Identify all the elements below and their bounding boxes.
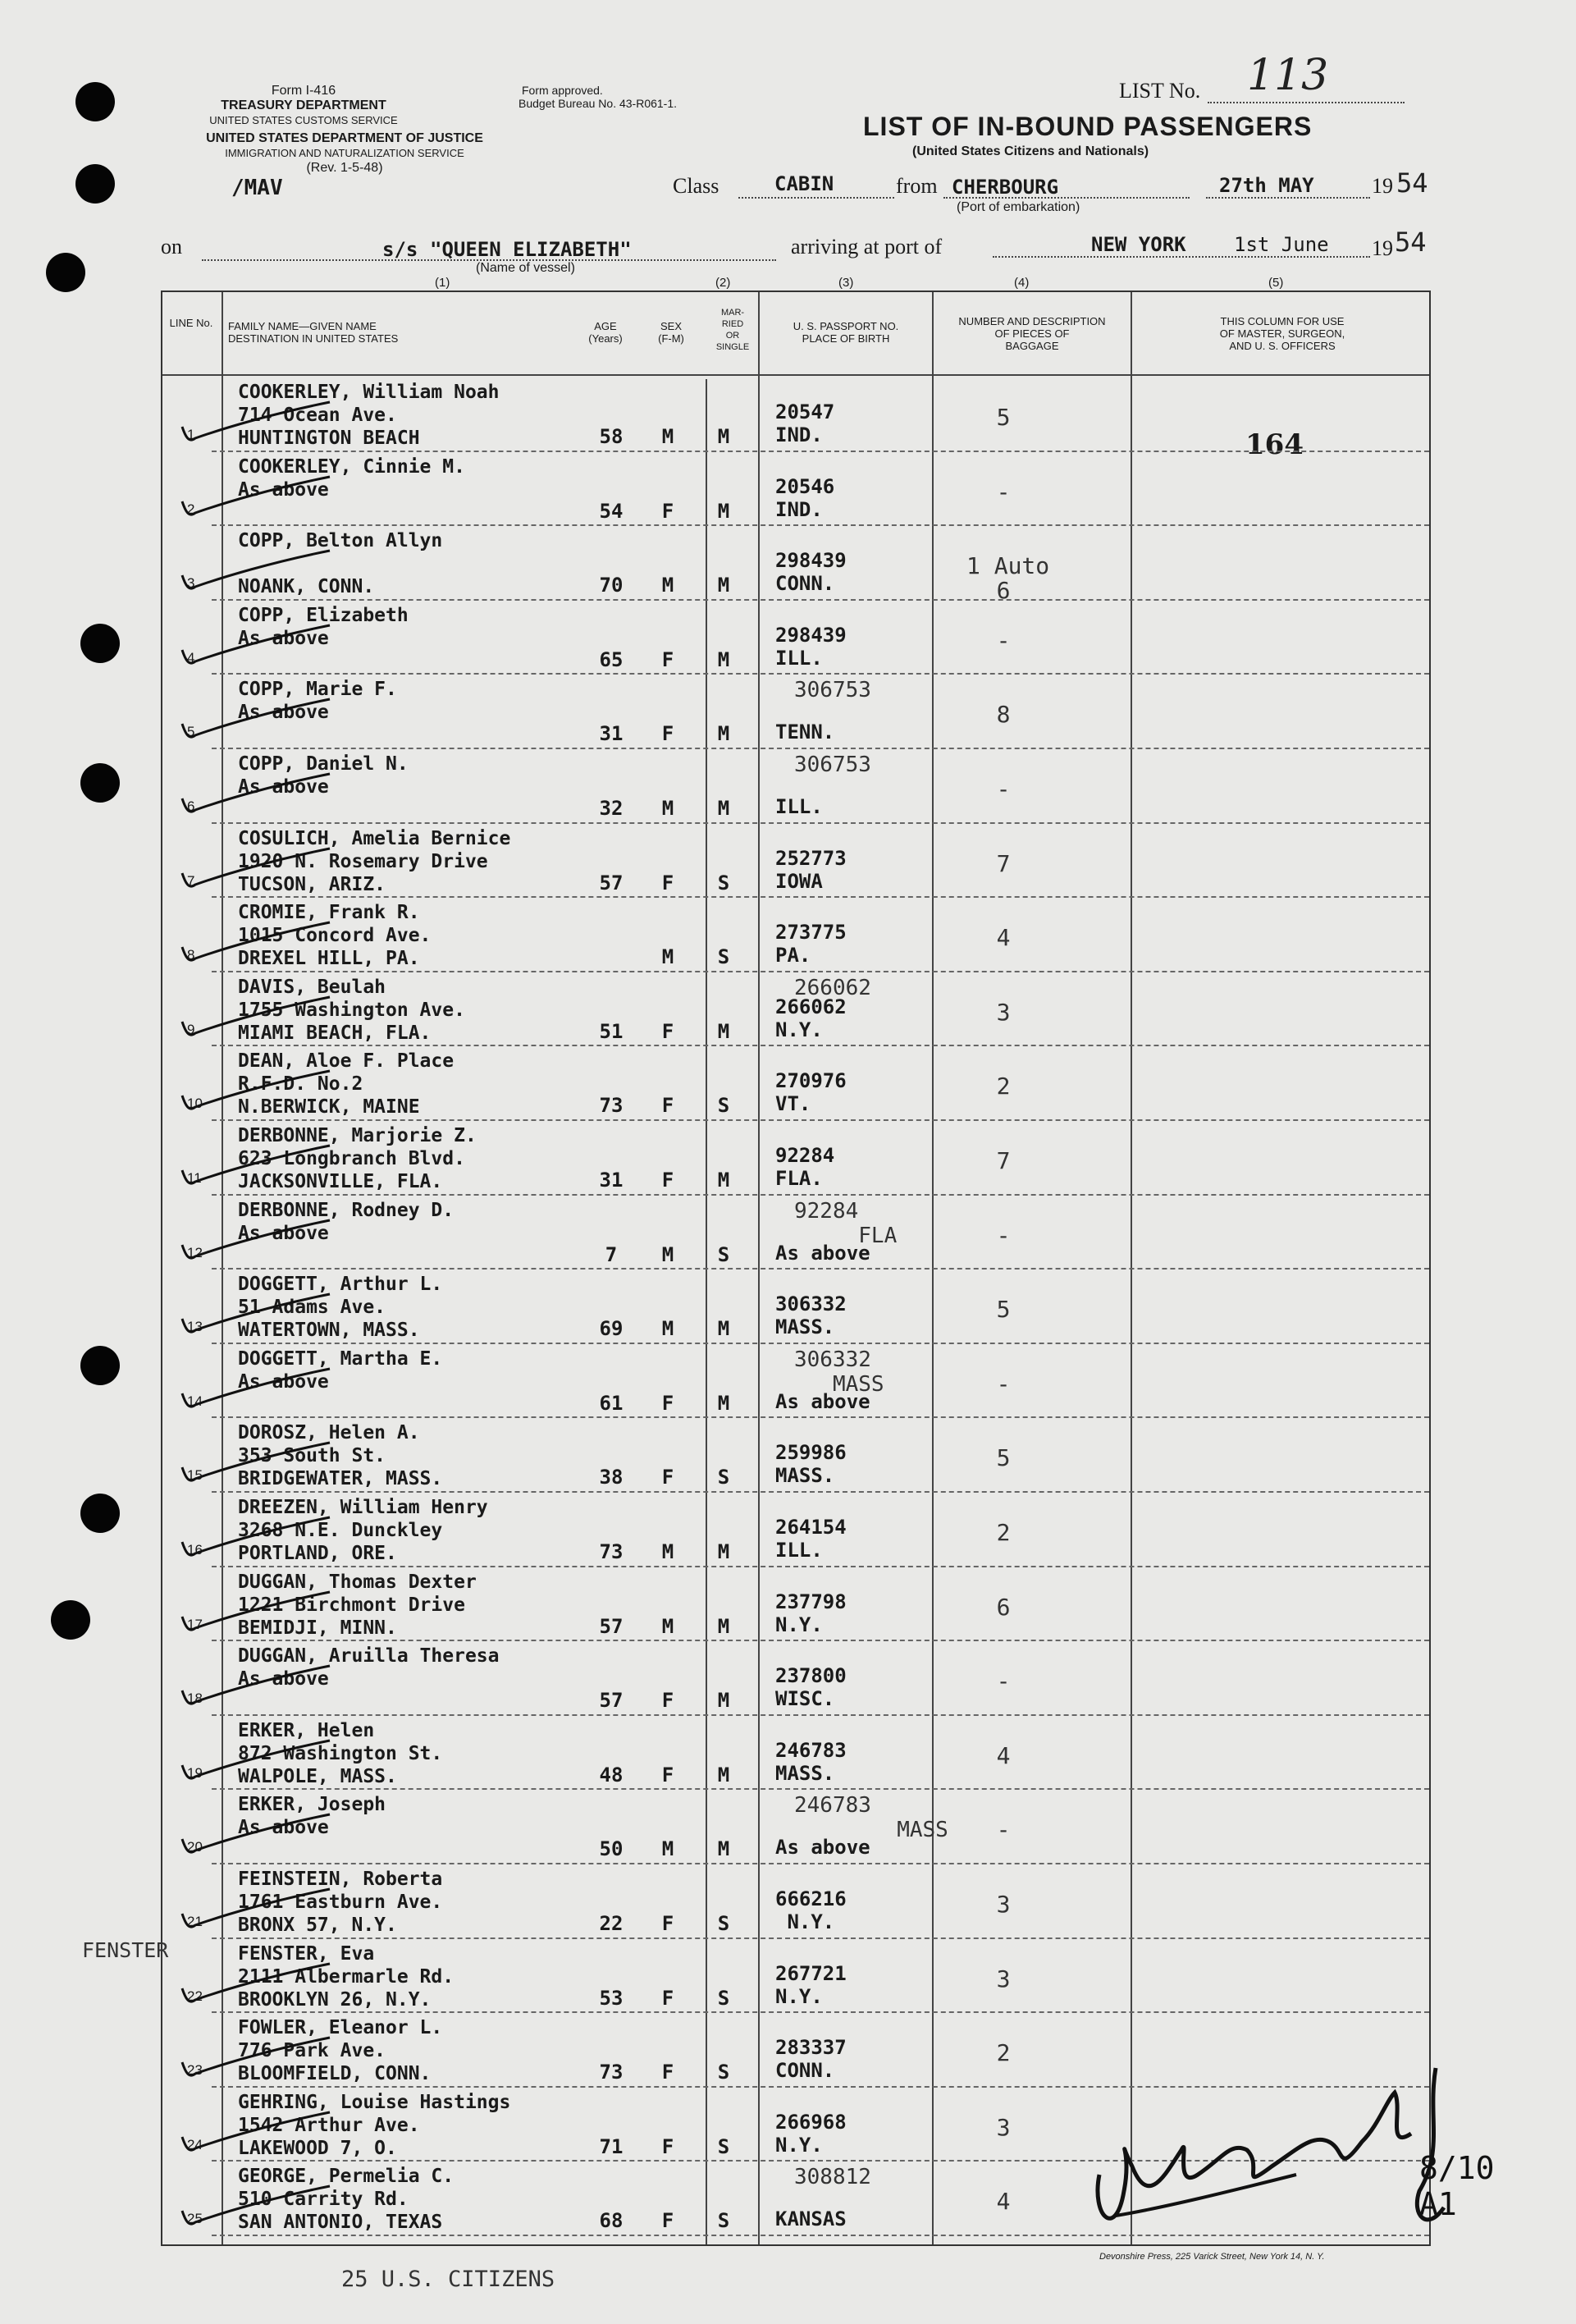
row-divider xyxy=(212,1194,1429,1196)
passenger-age: 57 xyxy=(599,1689,624,1713)
passenger-marital-status: S xyxy=(717,1466,730,1489)
binder-hole xyxy=(75,82,115,121)
doj-header xyxy=(156,131,533,176)
table-row xyxy=(162,1714,1432,1789)
from-label: from xyxy=(896,174,938,198)
row-divider xyxy=(212,1045,1429,1047)
passenger-age: 7 xyxy=(605,1242,618,1266)
approved-label: Form approved. xyxy=(522,84,603,97)
form-number: Form I-416 xyxy=(271,84,336,98)
passport-birthplace: 298439 ILL. xyxy=(775,623,847,670)
binder-hole xyxy=(80,624,120,663)
passenger-marital-status: S xyxy=(717,1242,730,1266)
printer-imprint: Devonshire Press, 225 Varick Street, New York 14, N. Y. xyxy=(1099,2252,1325,2262)
passport-birthplace: 264154 ILL. xyxy=(775,1516,847,1562)
passenger-age: 31 xyxy=(599,722,624,746)
passport-birthplace: 266062 N.Y. xyxy=(775,995,847,1041)
passenger-sex: F xyxy=(661,1391,674,1415)
passenger-age: 50 xyxy=(599,1837,624,1861)
table-row xyxy=(162,896,1432,971)
embarkation-note: (Port of embarkation) xyxy=(957,200,1080,214)
passport-handwritten: 266062 xyxy=(794,975,871,1000)
passenger-name-address: COOKERLEY, Cinnie M. As above xyxy=(238,455,465,501)
passenger-marital-status: M xyxy=(717,722,730,746)
document-title: LIST OF IN-BOUND PASSENGERS xyxy=(863,112,1313,141)
row-divider xyxy=(212,1119,1429,1122)
passenger-marital-status: S xyxy=(717,2134,730,2158)
passenger-marital-status: M xyxy=(717,1391,730,1415)
passenger-sex: M xyxy=(661,425,674,448)
table-row xyxy=(162,1937,1432,2012)
line-number: 1 xyxy=(187,427,195,442)
passenger-name-address: CROMIE, Frank R. 1015 Concord Ave. DREXEL HILL, PA. xyxy=(238,902,432,970)
passenger-age: 22 xyxy=(599,1912,624,1935)
passenger-marital-status: M xyxy=(717,574,730,597)
table-row xyxy=(162,1119,1432,1194)
row-divider xyxy=(212,971,1429,973)
passport-birthplace: As above xyxy=(775,1241,870,1265)
passenger-age: 71 xyxy=(599,2134,624,2158)
treasury-dept: TREASURY DEPARTMENT xyxy=(221,98,386,112)
passenger-age: 53 xyxy=(599,1986,624,2010)
table-row xyxy=(162,1863,1432,1937)
column-number: (1) xyxy=(435,276,450,290)
passenger-name-address: DOGGETT, Martha E. As above xyxy=(238,1347,443,1393)
passenger-name-address: COSULICH, Amelia Bernice 1920 N. Rosemary Drive TUCSON, ARIZ. xyxy=(238,827,511,895)
baggage-count: 1 Auto 6 xyxy=(966,552,1050,605)
passport-birthplace: 306332 MASS. xyxy=(775,1292,847,1339)
baggage-count: 3 xyxy=(996,2113,1011,2141)
passenger-age: 51 xyxy=(599,1019,624,1043)
col-header-officers: THIS COLUMN FOR USE OF MASTER, SURGEON, AND U. S. OFFICERS xyxy=(1219,315,1345,352)
passenger-marital-status: M xyxy=(717,1614,730,1638)
passport-birthplace: 266968 N.Y. xyxy=(775,2110,847,2157)
line-number: 13 xyxy=(187,1319,203,1335)
binder-hole xyxy=(51,1600,90,1640)
signature-initials: 8/10 A1 xyxy=(1419,2150,1495,2222)
table-row xyxy=(162,1268,1432,1343)
baggage-count: - xyxy=(996,1668,1011,1695)
list-no-label: LIST No. xyxy=(1119,79,1201,103)
list-no-value: 113 xyxy=(1247,51,1329,100)
binder-hole xyxy=(75,164,115,204)
passenger-age: 68 xyxy=(599,2209,624,2233)
passenger-name-address: DEAN, Aloe F. Place R.F.D. No.2 N.BERWICK, MAINE xyxy=(238,1050,455,1119)
binder-hole xyxy=(80,763,120,803)
row-divider xyxy=(212,896,1429,899)
row-divider xyxy=(212,451,1429,453)
line-number: 8 xyxy=(187,947,195,963)
passenger-marital-status: M xyxy=(717,1689,730,1713)
passport-birthplace: 666216 N.Y. xyxy=(775,1887,847,1933)
baggage-count: 4 xyxy=(996,924,1011,952)
passenger-sex: F xyxy=(661,499,674,523)
table-row xyxy=(162,376,1432,451)
passenger-sex: M xyxy=(661,1540,674,1563)
column-number: (3) xyxy=(838,276,854,290)
passenger-sex: F xyxy=(661,2209,674,2233)
baggage-count: 3 xyxy=(996,1965,1011,1992)
passenger-name-address: ERKER, Helen 872 Washington St. WALPOLE, MASS. xyxy=(238,1719,443,1787)
footer-total: 25 U.S. CITIZENS xyxy=(341,2267,555,2292)
baggage-count: 5 xyxy=(996,1296,1011,1324)
margin-note: FENSTER xyxy=(82,1938,169,1962)
baggage-count: - xyxy=(996,478,1011,506)
line-number: 14 xyxy=(187,1393,203,1409)
baggage-count: - xyxy=(996,1370,1011,1398)
passenger-name-address: COPP, Belton Allyn NOANK, CONN. xyxy=(238,530,443,598)
row-divider xyxy=(212,748,1429,750)
arrival-port: NEW YORK xyxy=(1091,233,1186,256)
row-divider xyxy=(212,1268,1429,1270)
arrival-year: 54 xyxy=(1395,226,1427,258)
line-number: 18 xyxy=(187,1690,203,1707)
passenger-sex: F xyxy=(661,2061,674,2084)
table-row xyxy=(162,1788,1432,1863)
passenger-name-address: FEINSTEIN, Roberta 1761 Eastburn Ave. BRONX 57, N.Y. xyxy=(238,1869,443,1936)
passport-birthplace: 20547 IND. xyxy=(775,400,835,446)
passenger-age: 73 xyxy=(599,1094,624,1118)
passport-handwritten: 308812 xyxy=(794,2165,871,2190)
table-row xyxy=(162,1194,1432,1269)
baggage-count: 2 xyxy=(996,1073,1011,1100)
passenger-marital-status: S xyxy=(717,1094,730,1118)
passenger-marital-status: M xyxy=(717,1317,730,1341)
passenger-marital-status: M xyxy=(717,1019,730,1043)
passenger-marital-status: S xyxy=(717,871,730,894)
passport-birthplace: 20546 IND. xyxy=(775,474,835,521)
passenger-age: 57 xyxy=(599,871,624,894)
from-value: CHERBOURG xyxy=(952,176,1059,199)
passport-birthplace: As above xyxy=(775,1389,870,1413)
passenger-sex: F xyxy=(661,1094,674,1118)
baggage-count: 8 xyxy=(996,701,1011,729)
row-divider xyxy=(212,2011,1429,2014)
vessel-note: (Name of vessel) xyxy=(476,261,575,275)
col-header-married: MAR- RIED OR SINGLE xyxy=(715,308,750,352)
passenger-age: 73 xyxy=(599,2061,624,2084)
passenger-sex: F xyxy=(661,1912,674,1935)
passenger-name-address: DREEZEN, William Henry 3268 N.E. Dunckley PORTLAND, ORE. xyxy=(238,1497,488,1564)
line-number: 10 xyxy=(187,1096,203,1112)
passenger-marital-status: M xyxy=(717,425,730,448)
passenger-name-address: COPP, Marie F. As above xyxy=(238,679,397,724)
passenger-age: 61 xyxy=(599,1391,624,1415)
passenger-name-address: GEHRING, Louise Hastings 1542 Arthur Ave. LAKEWOOD 7, O. xyxy=(238,2091,511,2159)
binder-hole xyxy=(46,253,85,292)
binder-hole xyxy=(80,1346,120,1385)
depart-year-prefix: 19 xyxy=(1372,174,1393,198)
column-number: (4) xyxy=(1014,276,1030,290)
document-subtitle: (United States Citizens and Nationals) xyxy=(912,144,1149,158)
passenger-age: 48 xyxy=(599,1763,624,1786)
passport-birthplace: TENN. xyxy=(775,721,835,744)
passport-birthplace: 283337 CONN. xyxy=(775,2036,847,2083)
line-number: 9 xyxy=(187,1021,195,1037)
arrival-year-prefix: 19 xyxy=(1372,236,1393,260)
depart-date: 27th MAY xyxy=(1219,174,1314,197)
line-number: 11 xyxy=(187,1170,202,1186)
arriving-label: arriving at port of xyxy=(791,235,943,258)
passport-birthplace: 92284 FLA. xyxy=(775,1144,835,1190)
passenger-sex: F xyxy=(661,1019,674,1043)
line-number: 2 xyxy=(187,501,195,517)
baggage-count: 3 xyxy=(996,1891,1011,1918)
passenger-marital-status: S xyxy=(717,2061,730,2084)
passport-handwritten: 92284 FLA xyxy=(794,1198,898,1248)
table-row xyxy=(162,673,1432,748)
officer-stamp: 164 xyxy=(1245,428,1304,461)
vessel-name: "QUEEN ELIZABETH" xyxy=(430,238,632,261)
passenger-marital-status: M xyxy=(717,499,730,523)
passenger-marital-status: M xyxy=(717,1763,730,1786)
col-header-name: FAMILY NAME—GIVEN NAME DESTINATION IN UNITED STATES xyxy=(228,320,399,345)
passenger-sex: F xyxy=(661,1466,674,1489)
table-row xyxy=(162,1045,1432,1119)
passport-birthplace: 270976 VT. xyxy=(775,1069,847,1116)
baggage-count: 4 xyxy=(996,1741,1011,1769)
baggage-count: 2 xyxy=(996,1519,1011,1546)
line-number: 5 xyxy=(187,724,195,740)
baggage-count: - xyxy=(996,1221,1011,1249)
passenger-age: 58 xyxy=(599,425,624,448)
passenger-name-address: DOGGETT, Arthur L. 51 Adams Ave. WATERTOWN, MASS. xyxy=(238,1274,443,1342)
passenger-age: 69 xyxy=(599,1317,624,1341)
passenger-age: 73 xyxy=(599,1540,624,1563)
passenger-age: 31 xyxy=(599,1169,624,1192)
baggage-count: 6 xyxy=(996,1593,1011,1621)
line-number: 4 xyxy=(187,649,195,666)
passenger-name-address: DOROSZ, Helen A. 353 South St. BRIDGEWATER, MASS. xyxy=(238,1422,443,1490)
depart-year: 54 xyxy=(1396,167,1428,199)
line-number: 15 xyxy=(187,1467,203,1484)
baggage-count: 5 xyxy=(996,1444,1011,1472)
passenger-sex: F xyxy=(661,2134,674,2158)
passenger-name-address: DERBONNE, Marjorie Z. 623 Longbranch Blvd. JACKSONVILLE, FLA. xyxy=(238,1125,477,1192)
passenger-name-address: FENSTER, Eva 2111 Albermarle Rd. BROOKLYN 26, N.Y. xyxy=(238,1942,455,2011)
passport-handwritten: 306753 xyxy=(794,678,871,703)
table-row xyxy=(162,1640,1432,1714)
customs-service: UNITED STATES CUSTOMS SERVICE xyxy=(209,114,398,126)
class-label: Class xyxy=(673,174,719,198)
passenger-sex: F xyxy=(661,722,674,746)
baggage-count: - xyxy=(996,1816,1011,1844)
passport-birthplace: ILL. xyxy=(775,795,823,818)
passenger-name-address: ERKER, Joseph As above xyxy=(238,1794,386,1839)
passenger-age: 57 xyxy=(599,1614,624,1638)
list-no-underline xyxy=(1208,102,1405,103)
baggage-count: 7 xyxy=(996,1147,1011,1174)
passenger-sex: M xyxy=(661,1317,674,1341)
passenger-name-address: COPP, Daniel N. As above xyxy=(238,753,409,798)
ins-name: IMMIGRATION AND NATURALIZATION SERVICE xyxy=(225,147,464,159)
passenger-marital-status: S xyxy=(717,2209,730,2233)
passenger-age: 54 xyxy=(599,499,624,523)
passenger-name-address: DUGGAN, Thomas Dexter 1221 Birchmont Drive BEMIDJI, MINN. xyxy=(238,1571,477,1639)
passport-birthplace: 237800 WISC. xyxy=(775,1664,847,1711)
passenger-sex: M xyxy=(661,1242,674,1266)
line-number: 16 xyxy=(187,1542,203,1558)
passenger-age: 70 xyxy=(599,574,624,597)
passenger-name-address: DAVIS, Beulah 1755 Washington Ave. MIAMI BEACH, FLA. xyxy=(238,976,465,1044)
vessel-prefix: s/s xyxy=(382,238,418,261)
row-divider xyxy=(212,1491,1429,1494)
row-divider xyxy=(212,673,1429,675)
passenger-name-address: COOKERLEY, William Noah 714 Ocean Ave. HUNTINGTON BEACH xyxy=(238,382,500,449)
col-header-age: AGE (Years) xyxy=(588,320,623,345)
passenger-name-address: DUGGAN, Aruilla Theresa As above xyxy=(238,1645,500,1690)
table-row xyxy=(162,1343,1432,1417)
baggage-count: - xyxy=(996,775,1011,803)
col-header-passport: U. S. PASSPORT NO. PLACE OF BIRTH xyxy=(793,320,899,345)
passenger-marital-status: S xyxy=(717,1912,730,1935)
row-divider xyxy=(212,1416,1429,1419)
form-approval xyxy=(518,84,677,110)
table-row xyxy=(162,524,1432,605)
passenger-marital-status: S xyxy=(717,1986,730,2010)
table-row xyxy=(162,1416,1432,1491)
passenger-sex: F xyxy=(661,1169,674,1192)
table-row xyxy=(162,822,1432,897)
row-divider xyxy=(212,599,1429,602)
baggage-count: - xyxy=(996,626,1011,654)
arrival-underline xyxy=(993,256,1370,258)
baggage-count: 2 xyxy=(996,2039,1011,2067)
row-divider xyxy=(212,1714,1429,1717)
row-divider xyxy=(212,1640,1429,1642)
passenger-marital-status: M xyxy=(717,1169,730,1192)
passenger-sex: M xyxy=(661,945,674,969)
passenger-sex: M xyxy=(661,797,674,820)
column-number: (5) xyxy=(1268,276,1284,290)
passport-birthplace: 246783 MASS. xyxy=(775,1738,847,1785)
table-row xyxy=(162,1566,1432,1640)
passenger-name-address: COPP, Elizabeth As above xyxy=(238,604,409,649)
class-value: CABIN xyxy=(774,172,834,195)
passport-birthplace: As above xyxy=(775,1836,870,1860)
table-row xyxy=(162,971,1432,1045)
table-row xyxy=(162,451,1432,525)
line-number: 12 xyxy=(187,1244,203,1260)
form-revision: (Rev. 1-5-48) xyxy=(306,161,383,175)
passenger-sex: M xyxy=(661,574,674,597)
passport-handwritten: 246783 MASS xyxy=(794,1793,948,1843)
passport-birthplace: KANSAS xyxy=(775,2207,847,2231)
passenger-age: 38 xyxy=(599,1466,624,1489)
passenger-sex: F xyxy=(661,1986,674,2010)
passenger-sex: F xyxy=(661,1689,674,1713)
passenger-marital-status: M xyxy=(717,1837,730,1861)
line-number: 17 xyxy=(187,1616,203,1632)
row-divider xyxy=(212,1937,1429,1940)
from-underline xyxy=(943,197,1190,199)
line-number: 25 xyxy=(187,2211,203,2227)
line-number: 3 xyxy=(187,575,195,592)
form-header xyxy=(197,84,410,128)
binder-hole xyxy=(80,1494,120,1533)
passenger-marital-status: S xyxy=(717,945,730,969)
passport-birthplace: 298439 CONN. xyxy=(775,549,847,596)
passport-birthplace: 252773 IOWA xyxy=(775,846,847,893)
passenger-name-address: FOWLER, Eleanor L. 776 Park Ave. BLOOMFIELD, CONN. xyxy=(238,2017,443,2085)
line-number: 22 xyxy=(187,1988,203,2004)
passenger-name-address: GEORGE, Permelia C. 510 Carrity Rd. SAN ANTONIO, TEXAS xyxy=(238,2166,455,2234)
arrival-date: 1st June xyxy=(1234,233,1329,256)
passenger-table xyxy=(161,290,1431,2246)
passenger-marital-status: M xyxy=(717,1540,730,1563)
depart-underline xyxy=(1206,197,1370,199)
passenger-sex: F xyxy=(661,871,674,894)
passenger-sex: M xyxy=(661,1837,674,1861)
passport-birthplace: 267721 N.Y. xyxy=(775,1961,847,2008)
baggage-count: 7 xyxy=(996,849,1011,877)
passenger-age: 65 xyxy=(599,647,624,671)
passport-handwritten: 306332 MASS xyxy=(794,1347,884,1397)
row-divider xyxy=(212,1566,1429,1568)
officer-initials: /MAV xyxy=(231,176,283,200)
line-number: 20 xyxy=(187,1839,203,1855)
budget-bureau: Budget Bureau No. 43-R061-1. xyxy=(518,97,678,110)
col-header-baggage: NUMBER AND DESCRIPTION OF PIECES OF BAGGAGE xyxy=(958,315,1106,352)
line-number: 24 xyxy=(187,2136,203,2152)
on-label: on xyxy=(161,235,182,258)
table-row xyxy=(162,1491,1432,1566)
row-divider xyxy=(212,1788,1429,1791)
line-number: 6 xyxy=(187,798,195,814)
passenger-sex: F xyxy=(661,647,674,671)
row-divider xyxy=(212,1863,1429,1865)
line-number: 7 xyxy=(187,872,195,889)
passport-birthplace: 259986 MASS. xyxy=(775,1441,847,1488)
passport-birthplace: 273775 PA. xyxy=(775,921,847,968)
passport-handwritten: 306753 xyxy=(794,753,871,777)
row-divider xyxy=(212,1343,1429,1345)
line-number: 23 xyxy=(187,2062,203,2079)
baggage-count: 5 xyxy=(996,404,1011,431)
passenger-age: 32 xyxy=(599,797,624,820)
baggage-count: 4 xyxy=(996,2188,1011,2216)
class-underline xyxy=(738,197,894,199)
column-number: (2) xyxy=(715,276,731,290)
row-divider xyxy=(212,524,1429,527)
col-header-sex: SEX (F-M) xyxy=(658,320,684,345)
table-row xyxy=(162,748,1432,822)
passenger-marital-status: M xyxy=(717,797,730,820)
passenger-name-address: DERBONNE, Rodney D. As above xyxy=(238,1199,455,1244)
row-divider xyxy=(212,822,1429,825)
line-number: 19 xyxy=(187,1764,203,1781)
table-row xyxy=(162,599,1432,674)
passenger-marital-status: M xyxy=(717,647,730,671)
passenger-sex: M xyxy=(661,1614,674,1638)
line-number: 21 xyxy=(187,1914,203,1929)
doj-name: UNITED STATES DEPARTMENT OF JUSTICE xyxy=(206,131,483,145)
passport-birthplace: 237798 N.Y. xyxy=(775,1590,847,1636)
baggage-count: 3 xyxy=(996,998,1011,1026)
passenger-sex: F xyxy=(661,1763,674,1786)
col-header-line-no: LINE No. xyxy=(169,317,213,329)
